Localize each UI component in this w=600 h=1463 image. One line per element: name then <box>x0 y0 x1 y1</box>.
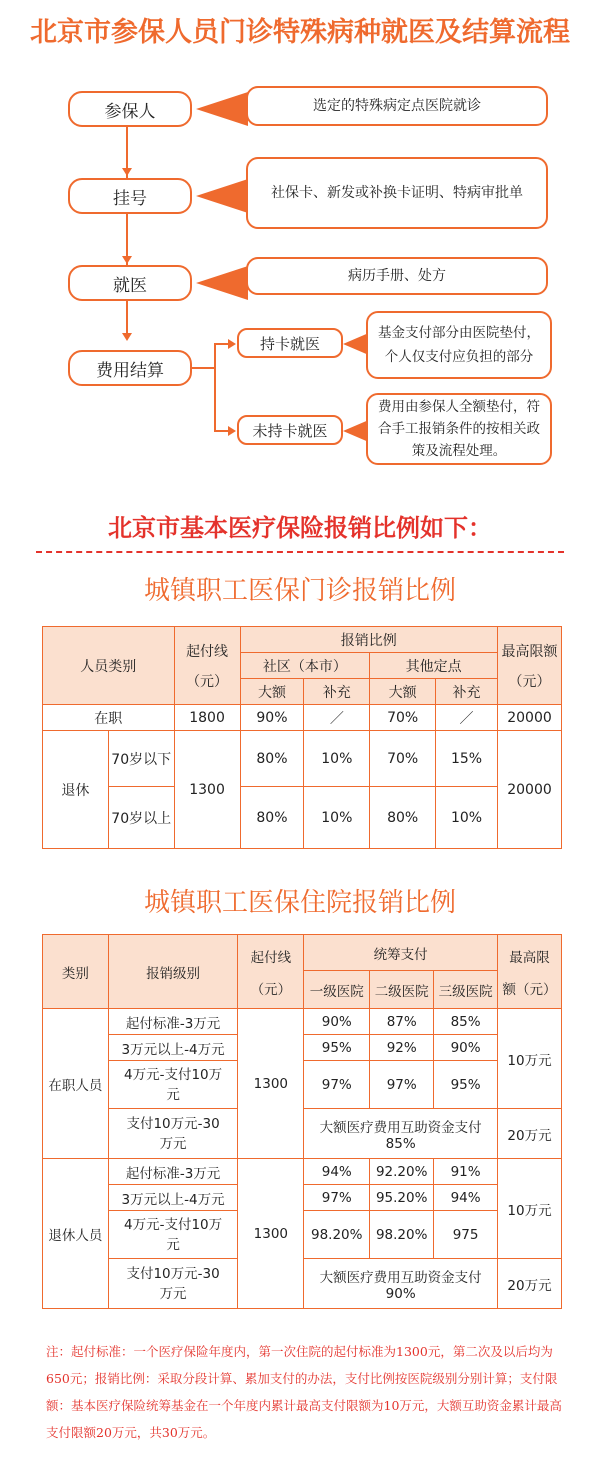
outpatient-table <box>42 626 562 849</box>
cell-start: 1300 <box>238 1159 304 1309</box>
arrow-down-icon <box>122 168 132 176</box>
cell-value: 92.20% <box>370 1159 434 1185</box>
cell-max: 10万元 <box>498 1009 562 1109</box>
step-settlement: 费用结算 <box>68 350 192 386</box>
arrow-right-icon <box>228 339 236 349</box>
step-insured: 参保人 <box>68 91 192 127</box>
inpatient-table-title: 城镇职工医保住院报销比例 <box>143 888 456 918</box>
header-start-line-label: 起付线 <box>250 949 292 966</box>
cell-note: 大额医疗费用互助资金支付90% <box>304 1259 498 1309</box>
row-sublabel: 70岁以下 <box>108 731 174 787</box>
cell-value: 94% <box>304 1159 370 1185</box>
cell-max: 20万元 <box>498 1259 562 1309</box>
header-community: 社区（本市） <box>240 653 370 679</box>
cell-level: 3万元以上-4万元 <box>108 1035 238 1061</box>
row-sublabel: 70岁以上 <box>108 787 174 849</box>
table-row <box>43 1009 562 1035</box>
row-label: 退休 <box>43 731 109 849</box>
branch-connector <box>214 343 228 345</box>
header-start-line-unit: （元） <box>250 981 292 998</box>
cell-value: 95% <box>434 1061 498 1109</box>
cell-value: 80% <box>370 787 436 849</box>
cell-max: 20000 <box>498 705 562 731</box>
branch-connector <box>214 430 228 432</box>
cell-max: 20万元 <box>498 1109 562 1159</box>
cell-value: 70% <box>370 705 436 731</box>
cell-level: 3万元以上-4万元 <box>108 1185 238 1211</box>
flow-connector <box>126 124 128 334</box>
cell-value: 90% <box>434 1035 498 1061</box>
step-register: 挂号 <box>68 178 192 214</box>
cell-value: 10% <box>304 787 370 849</box>
cell-value: 95% <box>304 1035 370 1061</box>
cell-start: 1300 <box>238 1009 304 1159</box>
note-documents: 社保卡、新发或补换卡证明、特病审批单 <box>246 157 548 229</box>
page-title: 北京市参保人员门诊特殊病种就医及结算流程 <box>30 17 570 48</box>
cell-value: 98.20% <box>304 1211 370 1259</box>
header-max-unit: 额（元） <box>502 981 557 998</box>
table-row <box>43 705 562 731</box>
arrow-right-icon <box>228 426 236 436</box>
header-level-1: 一级医院 <box>304 971 370 1009</box>
cell-value: ／ <box>304 705 370 731</box>
outpatient-table-title: 城镇职工医保门诊报销比例 <box>143 576 456 606</box>
cell-level: 支付10万元-30万元 <box>108 1109 238 1159</box>
cell-value: 90% <box>240 705 304 731</box>
cell-value: 97% <box>304 1061 370 1109</box>
divider <box>36 551 564 553</box>
arrow-down-icon <box>122 256 132 264</box>
cell-level: 4万元-支付10万元 <box>108 1061 238 1109</box>
header-max-unit: （元） <box>508 673 551 690</box>
note-designated-hospital: 选定的特殊病定点医院就诊 <box>246 86 548 126</box>
header-ratio: 报销比例 <box>240 627 497 653</box>
arrow-down-icon <box>122 333 132 341</box>
cell-level: 起付标准-3万元 <box>108 1009 238 1035</box>
cell-value: 97% <box>304 1185 370 1211</box>
note-records: 病历手册、处方 <box>246 257 548 295</box>
note-no-card-settlement: 费用由参保人全额垫付，符合手工报销条件的按相关政策及流程处理。 <box>366 393 552 465</box>
header-start-line-label: 起付线 <box>186 643 229 660</box>
branch-without-card: 未持卡就医 <box>237 415 343 445</box>
header-large: 大额 <box>370 679 436 705</box>
cell-value: 87% <box>370 1009 434 1035</box>
cell-level: 4万元-支付10万元 <box>108 1211 238 1259</box>
flow-chart <box>0 0 600 480</box>
header-max-label: 最高限额 <box>501 643 558 660</box>
footnote: 注：起付标准：一个医疗保险年度内，第一次住院的起付标准为1300元，第二次及以后均为650元；报销比例：采取分段计算、累加支付的办法，支付比例按医院级别分别计算；支付限额：基本医疗保险统筹基金在一个年度内累计最高支付限额为10万元，大额互助资金累计最高支付限额20万元，共30万元。 <box>46 1344 562 1440</box>
header-start-line <box>238 935 304 1009</box>
section-title: 北京市基本医疗保险报销比例如下： <box>108 514 492 542</box>
cell-value: 95.20% <box>370 1185 434 1211</box>
header-category: 人员类别 <box>43 627 175 705</box>
cell-start: 1300 <box>174 731 240 849</box>
table-row <box>43 731 562 787</box>
cell-value: 94% <box>434 1185 498 1211</box>
cell-max: 20000 <box>498 731 562 849</box>
cell-value: ／ <box>436 705 498 731</box>
branch-with-card: 持卡就医 <box>237 328 343 358</box>
cell-value: 91% <box>434 1159 498 1185</box>
header-pooled: 统筹支付 <box>304 935 498 971</box>
header-start-line <box>174 627 240 705</box>
row-label: 在职 <box>43 705 175 731</box>
row-label: 退休人员 <box>43 1159 109 1309</box>
table-row <box>43 1159 562 1185</box>
header-supplement: 补充 <box>304 679 370 705</box>
header-category: 类别 <box>43 935 109 1009</box>
note-card-settlement: 基金支付部分由医院垫付，个人仅支付应负担的部分 <box>366 311 552 379</box>
header-large: 大额 <box>240 679 304 705</box>
header-max <box>498 627 562 705</box>
cell-value: 90% <box>304 1009 370 1035</box>
row-label: 在职人员 <box>43 1009 109 1159</box>
branch-connector <box>214 343 216 431</box>
cell-value: 80% <box>240 787 304 849</box>
pointer-icon <box>192 171 252 221</box>
cell-value: 70% <box>370 731 436 787</box>
cell-value: 15% <box>436 731 498 787</box>
cell-value: 92% <box>370 1035 434 1061</box>
header-level: 报销级别 <box>108 935 238 1009</box>
cell-value: 80% <box>240 731 304 787</box>
header-other: 其他定点 <box>370 653 498 679</box>
table-row <box>43 787 562 849</box>
header-max-label: 最高限 <box>509 949 550 966</box>
header-supplement: 补充 <box>436 679 498 705</box>
header-level-3: 三级医院 <box>434 971 498 1009</box>
branch-connector <box>192 367 214 369</box>
pointer-icon <box>192 258 252 308</box>
cell-value: 10% <box>304 731 370 787</box>
cell-note: 大额医疗费用互助资金支付85% <box>304 1109 498 1159</box>
inpatient-table <box>42 934 562 1309</box>
cell-value: 97% <box>370 1061 434 1109</box>
step-consult: 就医 <box>68 265 192 301</box>
cell-start: 1800 <box>174 705 240 731</box>
header-start-line-unit: （元） <box>186 673 229 690</box>
pointer-icon <box>192 84 252 134</box>
cell-level: 支付10万元-30万元 <box>108 1259 238 1309</box>
cell-value: 98.20% <box>370 1211 434 1259</box>
cell-value: 975 <box>434 1211 498 1259</box>
cell-value: 10% <box>436 787 498 849</box>
cell-max: 10万元 <box>498 1159 562 1259</box>
header-max <box>498 935 562 1009</box>
cell-level: 起付标准-3万元 <box>108 1159 238 1185</box>
cell-value: 85% <box>434 1009 498 1035</box>
header-level-2: 二级医院 <box>370 971 434 1009</box>
